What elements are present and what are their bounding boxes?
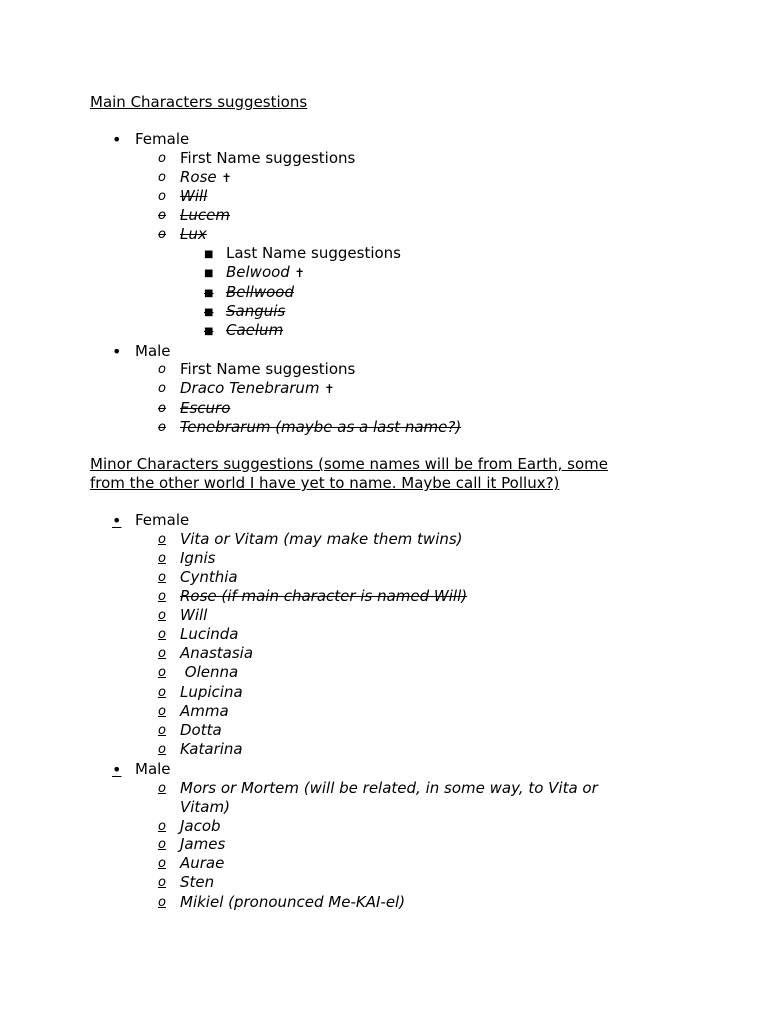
list-item-text: Draco Tenebrarum ✝: [180, 379, 335, 397]
list-item-text: Anastasia: [180, 644, 254, 662]
list-item-text: Rose (if main character is named Will): [180, 587, 468, 605]
list-item-text: Ignis: [180, 549, 216, 567]
circle-bullet-icon: o: [158, 227, 166, 242]
circle-bullet-icon: o: [158, 420, 166, 435]
dagger-icon: ✝: [221, 171, 232, 185]
circle-bullet-icon: o: [158, 532, 166, 547]
bullet-icon: •: [112, 760, 122, 779]
main-characters-heading: Main Characters suggestions: [90, 93, 308, 111]
list-item-text: Sanguis: [226, 302, 286, 320]
list-item-text: Mikiel (pronounced Me-KAI-el): [180, 893, 406, 911]
minor-characters-heading-line-2: from the other world I have yet to name. Maybe call it Pollux?): [90, 474, 560, 492]
circle-bullet-icon: o: [158, 151, 166, 166]
minor-female-label: Female: [135, 511, 190, 529]
circle-bullet-icon: o: [158, 208, 166, 223]
circle-bullet-icon: o: [158, 665, 166, 680]
list-item-text: Cynthia: [180, 568, 238, 586]
circle-bullet-icon: o: [158, 781, 166, 796]
square-bullet-icon: ■: [204, 288, 214, 299]
bullet-icon: •: [112, 511, 122, 530]
circle-bullet-icon: o: [158, 895, 166, 910]
circle-bullet-icon: o: [158, 856, 166, 871]
bullet-icon: •: [112, 342, 122, 361]
square-bullet-icon: ■: [204, 268, 214, 279]
circle-bullet-icon: o: [158, 875, 166, 890]
list-item-text: Amma: [180, 702, 229, 720]
list-item-text: Vita or Vitam (may make them twins): [180, 530, 463, 548]
circle-bullet-icon: o: [158, 646, 166, 661]
dagger-icon: ✝: [324, 382, 335, 396]
minor-characters-heading-line-1: Minor Characters suggestions (some names will be from Earth, some: [90, 455, 608, 473]
list-item-text: Tenebrarum (maybe as a last name?): [180, 418, 462, 436]
list-item-text: Lucem: [180, 206, 230, 224]
circle-bullet-icon: o: [158, 837, 166, 852]
list-item-text: Last Name suggestions: [226, 244, 401, 262]
list-item-text: Bellwood: [226, 283, 294, 301]
circle-bullet-icon: o: [158, 381, 166, 396]
circle-bullet-icon: o: [158, 401, 166, 416]
list-item-text: Mors or Mortem (will be related, in some way, to Vita or: [180, 779, 598, 797]
circle-bullet-icon: o: [158, 170, 166, 185]
minor-male-label: Male: [135, 760, 171, 778]
circle-bullet-icon: o: [158, 570, 166, 585]
list-item-text: Escuro: [180, 399, 231, 417]
list-item-text: Olenna: [180, 663, 239, 681]
list-item-text: First Name suggestions: [180, 149, 356, 167]
list-item-text: Lucinda: [180, 625, 239, 643]
circle-bullet-icon: o: [158, 742, 166, 757]
list-item-text: Dotta: [180, 721, 222, 739]
list-item-text: Will: [180, 606, 208, 624]
list-item-text: Aurae: [180, 854, 225, 872]
list-item-text: Caelum: [226, 321, 284, 339]
list-item-text: Belwood ✝: [226, 263, 305, 281]
list-item-text: Rose ✝: [180, 168, 232, 186]
square-bullet-icon: ■: [204, 249, 214, 260]
list-item-text: Lupicina: [180, 683, 243, 701]
circle-bullet-icon: o: [158, 189, 166, 204]
bullet-icon: •: [112, 130, 122, 149]
list-item-text: Sten: [180, 873, 215, 891]
circle-bullet-icon: o: [158, 551, 166, 566]
circle-bullet-icon: o: [158, 608, 166, 623]
main-female-label: Female: [135, 130, 190, 148]
circle-bullet-icon: o: [158, 627, 166, 642]
circle-bullet-icon: o: [158, 704, 166, 719]
list-item-text: First Name suggestions: [180, 360, 356, 378]
circle-bullet-icon: o: [158, 723, 166, 738]
dagger-icon: ✝: [294, 266, 305, 280]
list-item-text: Jacob: [180, 817, 221, 835]
circle-bullet-icon: o: [158, 362, 166, 377]
main-male-label: Male: [135, 342, 171, 360]
list-item-text: Will: [180, 187, 208, 205]
list-item-text: Katarina: [180, 740, 243, 758]
list-item: [158, 187, 213, 206]
square-bullet-icon: ■: [204, 326, 214, 337]
circle-bullet-icon: o: [158, 819, 166, 834]
circle-bullet-icon: o: [158, 685, 166, 700]
list-item-text: Lux: [180, 225, 207, 243]
list-item-text: Vitam): [180, 798, 230, 816]
square-bullet-icon: ■: [204, 307, 214, 318]
list-item-text: James: [180, 835, 226, 853]
circle-bullet-icon: o: [158, 589, 166, 604]
